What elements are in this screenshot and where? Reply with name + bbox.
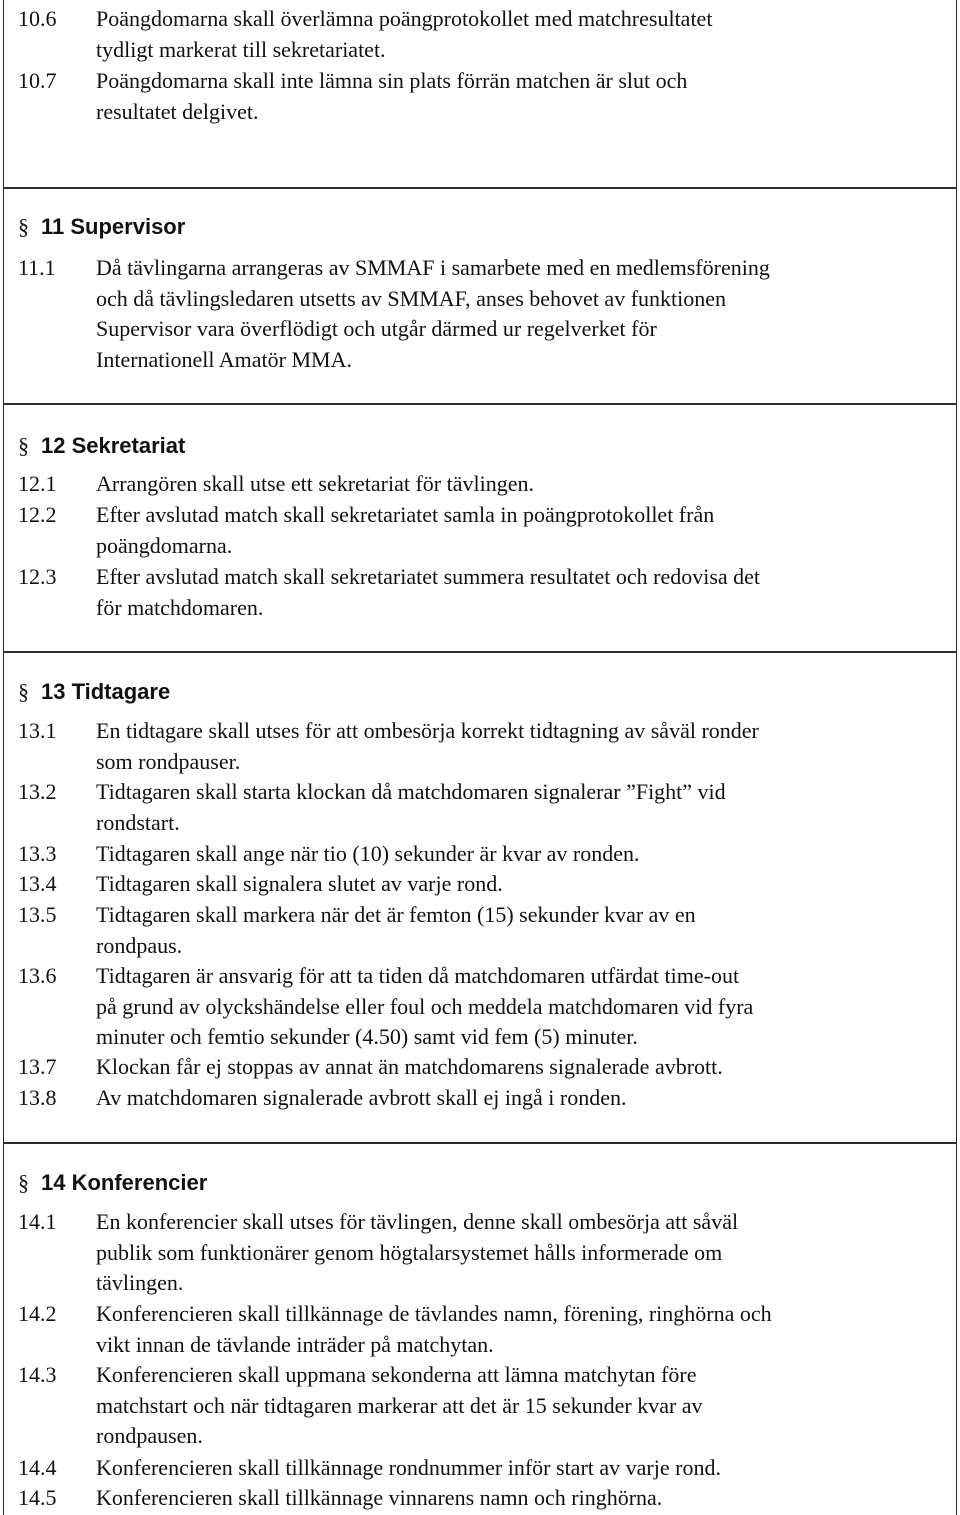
rule-text: Konferencieren skall tillkännage rondnummer inför start av varje rond. [96, 1455, 721, 1480]
section-14-konferencier [3, 1143, 957, 1515]
rule-number: 14.3 [18, 1362, 57, 1387]
section-heading [18, 433, 185, 459]
rule-number: 10.6 [18, 6, 57, 31]
rule-number: 13.3 [18, 841, 57, 866]
rule-text: En konferencier skall utses för tävlingen, denne skall ombesörja att såväl publik som funktionärer genom högtalarsystemet hålls informerade om tävlingen. [96, 1209, 739, 1295]
section-heading [18, 679, 170, 705]
rule-number: 13.1 [18, 718, 57, 743]
section-mark: § [18, 214, 29, 239]
section-mark: § [18, 1170, 29, 1195]
rule-number: 11.1 [18, 255, 56, 280]
rule-text: Då tävlingarna arrangeras av SMMAF i samarbete med en medlemsförening och då tävlingsledaren utsetts av SMMAF, anses behovet av funktionen Supervisor vara överflödigt och utgår därmed ur regelverket för Internationell Amatör MMA. [96, 255, 770, 372]
section-title: 12 Sekretariat [41, 433, 186, 458]
section-title: 14 Konferencier [41, 1170, 208, 1195]
rule-text: Konferencieren skall uppmana sekonderna att lämna matchytan före matchstart och när tidtagaren markerar att det är 15 sekunder kvar av rondpausen. [96, 1362, 703, 1448]
rule-text: Klockan får ej stoppas av annat än matchdomarens signalerade avbrott. [96, 1054, 723, 1079]
section-12-sekretariat [3, 404, 957, 652]
rule-number: 13.4 [18, 871, 57, 896]
rule-text: Efter avslutad match skall sekretariatet summera resultatet och redovisa det för matchdomaren. [96, 564, 761, 620]
rule-text: Poängdomarna skall överlämna poängprotokollet med matchresultatet tydligt markerat till sekretariatet. [96, 6, 713, 62]
rule-number: 12.1 [18, 471, 57, 496]
rule-number: 13.5 [18, 902, 57, 927]
section-13-tidtagare [3, 652, 957, 1143]
section-heading [18, 214, 185, 240]
rule-number: 14.5 [18, 1485, 57, 1510]
rule-number: 14.2 [18, 1301, 57, 1326]
rule-text: Poängdomarna skall inte lämna sin plats förrän matchen är slut och resultatet delgivet. [96, 68, 688, 124]
section-title: 13 Tidtagare [41, 679, 171, 704]
section-10-continued [3, 0, 957, 188]
rule-number: 12.3 [18, 564, 57, 589]
rule-number: 10.7 [18, 68, 57, 93]
rule-number: 13.7 [18, 1054, 57, 1079]
section-heading [18, 1170, 207, 1196]
rule-number: 14.1 [18, 1209, 57, 1234]
section-mark: § [18, 679, 29, 704]
rule-text: Tidtagaren skall ange när tio (10) sekunder är kvar av ronden. [96, 841, 640, 866]
rule-text: En tidtagare skall utses för att ombesörja korrekt tidtagning av såväl ronder som rondpauser. [96, 718, 759, 774]
rule-text: Tidtagaren skall starta klockan då matchdomaren signalerar ”Fight” vid rondstart. [96, 779, 726, 835]
rule-text: Tidtagaren är ansvarig för att ta tiden då matchdomaren utfärdat time-out på grund av olyckshändelse eller foul och meddela matchdomaren vid fyra minuter och femtio sekunder (4.50) samt vid fem (5) minuter. [96, 963, 754, 1049]
rule-text: Tidtagaren skall markera när det är femton (15) sekunder kvar av en rondpaus. [96, 902, 696, 958]
section-title: 11 Supervisor [41, 214, 186, 239]
rule-number: 13.6 [18, 963, 57, 988]
rule-text: Konferencieren skall tillkännage vinnarens namn och ringhörna. [96, 1485, 663, 1510]
rule-text: Arrangören skall utse ett sekretariat för tävlingen. [96, 471, 535, 496]
section-mark: § [18, 433, 29, 458]
rule-number: 14.4 [18, 1455, 57, 1480]
rule-number: 12.2 [18, 502, 57, 527]
section-11-supervisor [3, 188, 957, 404]
rule-text: Konferencieren skall tillkännage de tävlandes namn, förening, ringhörna och vikt innan de tävlande inträder på matchytan. [96, 1301, 772, 1357]
rule-number: 13.2 [18, 779, 57, 804]
rule-text: Efter avslutad match skall sekretariatet samla in poängprotokollet från poängdomarna. [96, 502, 715, 558]
rule-text: Av matchdomaren signalerade avbrott skall ej ingå i ronden. [96, 1085, 627, 1110]
rule-number: 13.8 [18, 1085, 57, 1110]
rule-text: Tidtagaren skall signalera slutet av varje rond. [96, 871, 503, 896]
